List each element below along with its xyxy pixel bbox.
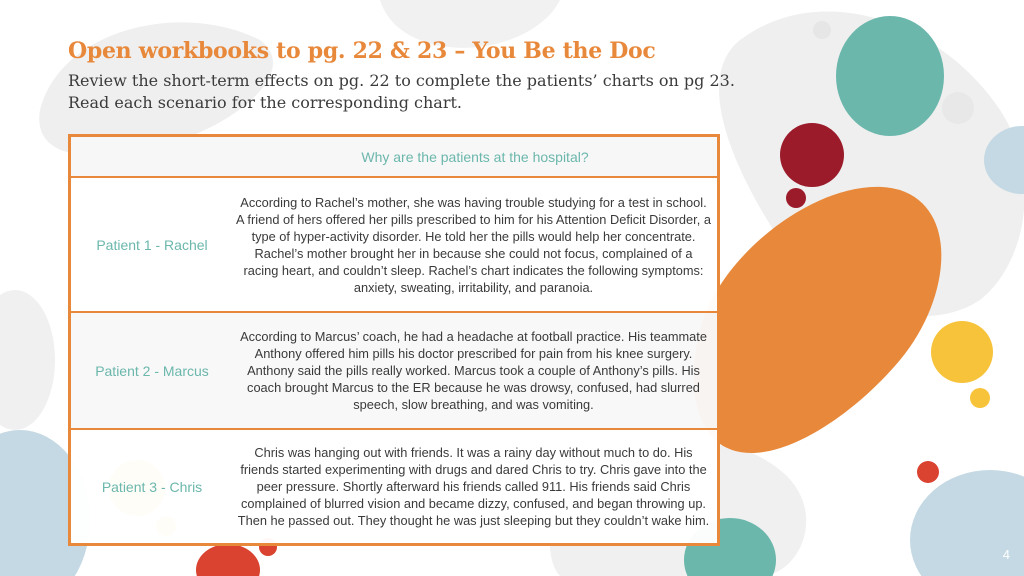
red-dot-large — [780, 123, 844, 187]
gray-dot-top — [813, 21, 831, 39]
patient-scenario-cell: Chris was hanging out with friends. It was a rainy day without much to do. His friends started experimenting with drugs and dared Chris to try. Chris gave into the peer pressure. Shortly afterward his friends called 911. His friends said Chris complained of blurred vision and became dizzy, confused, and began throwing up. Then he passed out. They thought he was just sleeping but they couldn’t wake him. — [237, 445, 710, 528]
patient-scenario-cell: According to Marcus’ coach, he had a headache at football practice. His teammate Anthony offered him pills his doctor prescribed for pain from his knee surgery. Anthony said the pills really worked. Marcus took a couple of Anthony’s pills. His coach brought Marcus to the ER because he was drowsy, confused, had slurred speech, slow breathing, and was vomiting. — [240, 329, 707, 412]
patients-table — [68, 134, 720, 546]
table-row-rachel — [71, 176, 717, 311]
table-row-marcus — [71, 311, 717, 428]
slide-subtitle: Review the short-term effects on pg. 22 to complete the patients’ charts on pg 23. Read each scenario for the corresponding chart. — [68, 71, 735, 112]
patient-name-cell: Patient 2 - Marcus — [95, 362, 209, 379]
page-number: 4 — [1002, 547, 1010, 562]
patient-name-cell: Patient 3 - Chris — [101, 478, 203, 495]
patient-scenario-cell: According to Rachel’s mother, she was having trouble studying for a test in school. A friend of hers offered her pills prescribed to him for his Attention Deficit Disorder, a type of hyper-activity disorder. He told her the pills would help her concentrate. Rachel’s mother brought her in because she could not focus, complained of a racing heart, and couldn’t sleep. Rachel’s chart indicates the following symptoms: anxiety, sweating, irritability, and paranoia. — [236, 194, 711, 295]
red-dot-right — [917, 461, 939, 483]
red-dot-small — [786, 188, 806, 208]
table-header-row — [71, 137, 717, 176]
gray-dot-right — [942, 92, 974, 124]
teal-blob-top-right — [836, 16, 944, 136]
yellow-dot-right — [931, 321, 993, 383]
red-blob-bottom-left — [196, 544, 260, 576]
table-row-chris — [71, 428, 717, 543]
patient-name-cell: Patient 1 - Rachel — [96, 236, 208, 253]
gray-blob-left-mid — [0, 290, 55, 430]
slide-title: Open workbooks to pg. 22 & 23 – You Be the Doc — [68, 38, 656, 64]
table-header-text: Why are the patients at the hospital? — [361, 148, 589, 165]
yellow-dot-small — [970, 388, 990, 408]
orange-pill-shape — [694, 187, 942, 453]
